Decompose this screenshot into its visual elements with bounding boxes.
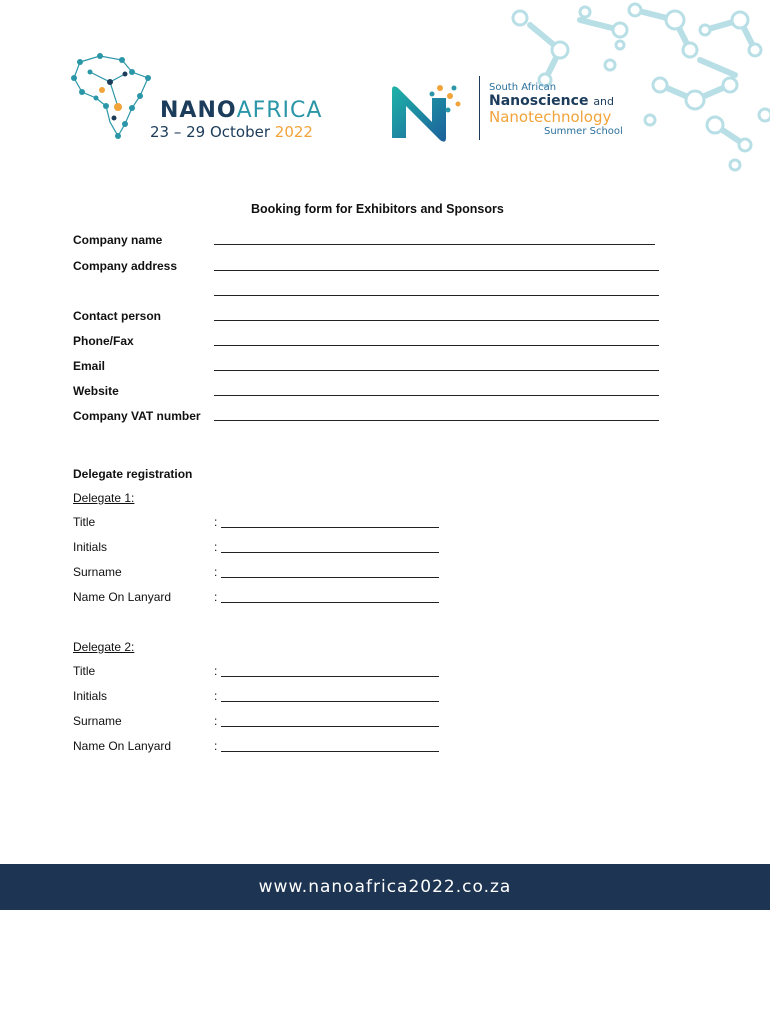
delegate-2-initials-colon: : bbox=[214, 689, 218, 703]
school-line-nanoscience-text: Nanoscience bbox=[489, 93, 589, 109]
event-dates-year: 2022 bbox=[274, 123, 313, 141]
nanoafrica-wordmark bbox=[160, 98, 322, 123]
delegate-2-title-line[interactable] bbox=[221, 676, 439, 677]
delegate-1-initials-line[interactable] bbox=[221, 552, 439, 553]
delegate-2-surname-line[interactable] bbox=[221, 726, 439, 727]
nanoafrica-wordmark-light: AFRICA bbox=[236, 98, 323, 123]
event-dates-main: 23 – 29 October bbox=[150, 123, 271, 141]
delegate-1-title-label: Title bbox=[73, 515, 96, 529]
email-line[interactable] bbox=[214, 370, 659, 371]
company-address-line-2[interactable] bbox=[214, 295, 659, 296]
phone-fax-line[interactable] bbox=[214, 345, 659, 346]
n-molecule-icon bbox=[388, 82, 463, 144]
delegate-1-heading: Delegate 1: bbox=[73, 491, 135, 505]
delegate-registration-heading: Delegate registration bbox=[73, 467, 193, 481]
delegate-1-lanyard-label: Name On Lanyard bbox=[73, 590, 172, 604]
website-line[interactable] bbox=[214, 395, 659, 396]
field-label-company-name: Company name bbox=[73, 233, 163, 247]
nanoafrica-wordmark-bold: NANO bbox=[160, 98, 237, 123]
summer-school-logo bbox=[388, 76, 638, 142]
school-line-nanotechnology: Nanotechnology bbox=[489, 108, 612, 126]
delegate-1-surname-line[interactable] bbox=[221, 577, 439, 578]
field-label-company-vat-number: Company VAT number bbox=[73, 409, 201, 423]
field-label-phone-fax: Phone/Fax bbox=[73, 334, 134, 348]
school-line-south-african: South African bbox=[489, 82, 557, 93]
vat-number-line[interactable] bbox=[214, 420, 659, 421]
delegate-2-lanyard-line[interactable] bbox=[221, 751, 439, 752]
delegate-2-initials-line[interactable] bbox=[221, 701, 439, 702]
delegate-2-lanyard-label: Name On Lanyard bbox=[73, 739, 172, 753]
delegate-1-surname-label: Surname bbox=[73, 565, 122, 579]
delegate-2-title-label: Title bbox=[73, 664, 96, 678]
delegate-2-lanyard-colon: : bbox=[214, 739, 218, 753]
company-name-line[interactable] bbox=[214, 244, 655, 245]
field-label-company-address: Company address bbox=[73, 259, 178, 273]
delegate-1-title-colon: : bbox=[214, 515, 218, 529]
form-title: Booking form for Exhibitors and Sponsors bbox=[251, 202, 504, 216]
delegate-1-lanyard-colon: : bbox=[214, 590, 218, 604]
footer-website-link[interactable]: www.nanoafrica2022.co.za bbox=[258, 877, 512, 897]
delegate-2-heading: Delegate 2: bbox=[73, 640, 135, 654]
field-label-website: Website bbox=[73, 384, 119, 398]
field-label-email: Email bbox=[73, 359, 106, 373]
delegate-1-surname-colon: : bbox=[214, 565, 218, 579]
africa-map-icon bbox=[70, 52, 155, 140]
company-address-line-1[interactable] bbox=[214, 270, 659, 271]
delegate-1-initials-label: Initials bbox=[73, 540, 108, 554]
nanoafrica-logo bbox=[70, 52, 340, 144]
delegate-2-initials-label: Initials bbox=[73, 689, 108, 703]
event-dates bbox=[150, 123, 313, 141]
logo-divider bbox=[479, 76, 480, 140]
delegate-1-lanyard-line[interactable] bbox=[221, 602, 439, 603]
school-line-summer-school: Summer School bbox=[544, 126, 623, 137]
school-line-nanoscience bbox=[489, 93, 614, 109]
delegate-2-surname-colon: : bbox=[214, 714, 218, 728]
school-line-and: and bbox=[593, 95, 615, 108]
footer-banner bbox=[0, 864, 770, 910]
delegate-1-initials-colon: : bbox=[214, 540, 218, 554]
field-label-contact-person: Contact person bbox=[73, 309, 162, 323]
delegate-1-title-line[interactable] bbox=[221, 527, 439, 528]
contact-person-line[interactable] bbox=[214, 320, 659, 321]
delegate-2-surname-label: Surname bbox=[73, 714, 122, 728]
delegate-2-title-colon: : bbox=[214, 664, 218, 678]
